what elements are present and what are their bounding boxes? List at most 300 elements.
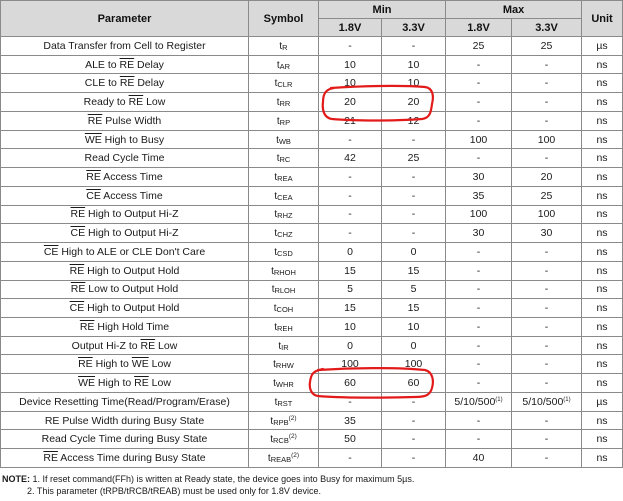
signal-name-overlined: $\overline{RE}$ [70, 208, 86, 221]
max-3v3-cell [512, 355, 582, 374]
cell-value: 50 [344, 433, 356, 446]
min-1v8-cell [319, 430, 382, 449]
signal-name-overlined: $\overline{WE}$ [131, 358, 149, 371]
unit-cell: ns [582, 336, 623, 355]
cell-value: - [476, 96, 481, 109]
cell-value: - [544, 302, 549, 315]
signal-name-overlined: $\overline{RE}$ [119, 77, 135, 90]
symbol-footnote: (2) [288, 433, 297, 441]
max-3v3-cell [512, 149, 582, 168]
unit-cell: ns [582, 374, 623, 393]
min-3v3-cell [382, 261, 446, 280]
max-1v8-cell [446, 149, 512, 168]
parameter-cell [1, 374, 249, 393]
cell-value: 10 [344, 77, 356, 90]
cell-value: - [476, 152, 481, 165]
min-3v3-cell [382, 374, 446, 393]
symbol-subscript: REAB [270, 455, 292, 465]
symbol-prefix: t [276, 115, 280, 127]
max-1v8-cell [446, 224, 512, 243]
signal-name-overlined: $\overline{WE}$ [84, 133, 102, 146]
cell-footnote: (1) [495, 396, 503, 403]
max-1v8-cell [446, 336, 512, 355]
table-row [1, 374, 623, 393]
cell-value: 5 [410, 283, 417, 296]
table-header [1, 1, 623, 37]
cell-value: 0 [347, 339, 353, 352]
symbol-prefix: t [274, 190, 278, 202]
parameter-text: Pulse Width [102, 114, 162, 127]
min-3v3-cell [382, 130, 446, 149]
min-1v8-cell [319, 205, 382, 224]
signal-name-overlined: $\overline{RE}$ [87, 114, 103, 127]
parameter-text: ALE to [85, 58, 120, 71]
cell-value: 40 [472, 452, 485, 465]
min-3v3-cell [382, 111, 446, 130]
table-row [1, 186, 623, 205]
min-3v3-cell [382, 205, 446, 224]
symbol-cell [249, 299, 319, 318]
max-1v8-cell [446, 130, 512, 149]
parameter-text: Access Time [100, 189, 163, 202]
max-1v8-cell [446, 392, 512, 411]
max-3v3-cell [512, 186, 582, 205]
min-1v8-cell [319, 55, 382, 74]
cell-value: 100 [341, 358, 359, 371]
cell-value: - [544, 433, 549, 446]
min-1v8-cell [319, 280, 382, 299]
symbol-subscript: IR [281, 342, 289, 352]
cell-value: 100 [537, 133, 556, 146]
max-3v3-cell [512, 411, 582, 430]
symbol-subscript: CSD [276, 248, 293, 258]
min-3v3-cell [382, 411, 446, 430]
note-line-2 [2, 485, 620, 497]
max-1v8-cell [446, 318, 512, 337]
min-1v8-cell [319, 186, 382, 205]
max-1v8-cell [446, 74, 512, 93]
parameter-cell [1, 74, 249, 93]
min-3v3-cell [382, 93, 446, 112]
parameter-cell [1, 168, 249, 187]
cell-value: - [348, 395, 352, 408]
parameter-cell [1, 205, 249, 224]
symbol-cell [249, 186, 319, 205]
max-3v3-cell [512, 74, 582, 93]
min-1v8-cell [319, 392, 382, 411]
cell-value: 5 [347, 283, 353, 296]
max-1v8-cell [446, 449, 512, 468]
symbol-subscript: CLR [277, 80, 293, 90]
max-1v8-cell [446, 168, 512, 187]
min-1v8-cell [319, 318, 382, 337]
cell-value: 15 [344, 302, 356, 315]
cell-value: - [476, 77, 481, 90]
signal-name-overlined: $\overline{RE}$ [69, 264, 85, 277]
header-symbol: Symbol [249, 1, 319, 37]
cell-value: - [476, 114, 481, 127]
min-3v3-cell [382, 224, 446, 243]
cell-value: - [544, 283, 549, 296]
cell-value: 100 [537, 208, 556, 221]
parameter-text: CLE to [84, 77, 120, 90]
cell-value: - [348, 171, 352, 183]
cell-value: - [544, 358, 549, 371]
max-1v8-cell [446, 430, 512, 449]
cell-value: 5/10/500 [522, 395, 564, 408]
min-3v3-cell [382, 186, 446, 205]
cell-value: - [544, 377, 549, 390]
parameter-cell [1, 261, 249, 280]
symbol-subscript: RHZ [277, 211, 293, 221]
signal-name-overlined: $\overline{RE}$ [140, 339, 156, 352]
min-1v8-cell [319, 168, 382, 187]
cell-value: 100 [404, 358, 423, 371]
unit-cell: ns [582, 224, 623, 243]
cell-value: 10 [407, 58, 420, 71]
unit-cell: ns [582, 55, 623, 74]
min-3v3-cell [382, 392, 446, 411]
signal-name-overlined: $\overline{WE}$ [78, 377, 96, 390]
cell-value: - [348, 227, 352, 240]
cell-value: - [544, 452, 549, 465]
unit-cell: ns [582, 130, 623, 149]
symbol-prefix: t [276, 59, 280, 71]
signal-name-overlined: $\overline{RE}$ [119, 58, 135, 71]
min-3v3-cell [382, 149, 446, 168]
max-1v8-cell [446, 355, 512, 374]
symbol-prefix: t [279, 40, 283, 52]
max-1v8-cell [446, 55, 512, 74]
parameter-text: Delay [134, 58, 164, 71]
cell-value: - [476, 245, 481, 258]
parameter-text: Access Time during Busy State [57, 452, 206, 465]
cell-value: - [544, 414, 549, 427]
cell-value: - [544, 264, 549, 277]
symbol-cell [249, 261, 319, 280]
max-1v8-cell [446, 37, 512, 56]
note-line-1 [2, 473, 620, 485]
symbol-cell [249, 130, 319, 149]
min-3v3-cell [382, 299, 446, 318]
cell-value: 20 [407, 96, 420, 109]
max-3v3-cell [512, 318, 582, 337]
table-row [1, 299, 623, 318]
max-1v8-cell [446, 411, 512, 430]
symbol-subscript: AR [279, 61, 291, 71]
symbol-cell [249, 280, 319, 299]
cell-value: 60 [344, 377, 356, 390]
symbol-prefix: t [274, 396, 278, 408]
min-1v8-cell [319, 243, 382, 262]
cell-value: - [348, 452, 352, 465]
symbol-prefix: t [274, 228, 278, 240]
table-row [1, 205, 623, 224]
min-3v3-cell [382, 355, 446, 374]
cell-value: 100 [469, 208, 488, 221]
symbol-subscript: WB [278, 136, 291, 146]
unit-cell: ns [582, 186, 623, 205]
cell-value: - [411, 133, 416, 146]
symbol-subscript: RHOH [273, 267, 296, 277]
symbol-subscript: RHW [275, 361, 294, 371]
symbol-footnote: (2) [291, 452, 300, 460]
symbol-prefix: t [270, 434, 273, 446]
min-3v3-cell [382, 168, 446, 187]
max-3v3-cell [512, 374, 582, 393]
unit-cell: ns [582, 430, 623, 449]
parameter-text: High to Output Hold [84, 302, 180, 315]
symbol-subscript: RLOH [274, 286, 296, 296]
cell-value: - [411, 208, 416, 221]
min-1v8-cell [319, 74, 382, 93]
symbol-cell [249, 205, 319, 224]
max-3v3-cell [512, 111, 582, 130]
unit-cell: ns [582, 74, 623, 93]
parameter-text: Data Transfer from Cell to Register [43, 39, 206, 52]
symbol-cell [249, 55, 319, 74]
cell-value: 15 [344, 264, 356, 277]
parameter-text: Output Hi-Z to [71, 339, 141, 352]
symbol-cell [249, 392, 319, 411]
max-3v3-cell [512, 243, 582, 262]
symbol-subscript: WHR [275, 380, 294, 390]
symbol-prefix: t [267, 453, 271, 465]
signal-name-overlined: $\overline{RE}$ [134, 377, 149, 390]
unit-cell: ns [582, 299, 623, 318]
cell-value: 0 [410, 339, 417, 352]
symbol-subscript: CEA [277, 192, 293, 202]
note-label: NOTE: [2, 474, 30, 484]
cell-value: - [411, 39, 416, 52]
parameter-cell [1, 186, 249, 205]
min-1v8-cell [319, 37, 382, 56]
header-min-1v8: 1.8V [319, 19, 382, 37]
cell-value: 35 [344, 414, 356, 427]
table-row [1, 37, 623, 56]
min-1v8-cell [319, 93, 382, 112]
table-row [1, 411, 623, 430]
header-max: Max [446, 1, 582, 19]
min-1v8-cell [319, 130, 382, 149]
max-3v3-cell [512, 37, 582, 56]
cell-value: 21 [344, 114, 356, 127]
table-row [1, 336, 623, 355]
table-row [1, 392, 623, 411]
cell-value: - [544, 245, 549, 258]
table-row [1, 93, 623, 112]
max-3v3-cell [512, 280, 582, 299]
cell-value: 30 [472, 171, 485, 183]
parameter-cell [1, 411, 249, 430]
parameter-cell [1, 37, 249, 56]
signal-name-overlined: $\overline{RE}$ [78, 358, 93, 371]
min-3v3-cell [382, 318, 446, 337]
parameter-text: High to Output Hold [84, 264, 180, 277]
signal-name-overlined: $\overline{RE}$ [70, 283, 86, 296]
min-3v3-cell [382, 280, 446, 299]
symbol-prefix: t [271, 265, 274, 277]
table-body [1, 37, 623, 468]
parameter-text: High to [92, 358, 132, 371]
cell-value: - [544, 152, 549, 165]
table-row [1, 130, 623, 149]
parameter-text: Low [155, 339, 178, 352]
unit-cell: ns [582, 411, 623, 430]
unit-cell: ns [582, 261, 623, 280]
parameter-text: High to Output Hi-Z [85, 227, 179, 240]
cell-value: - [411, 433, 416, 446]
max-1v8-cell [446, 374, 512, 393]
header-unit: Unit [582, 1, 623, 37]
symbol-cell [249, 149, 319, 168]
symbol-subscript: RC [279, 155, 291, 165]
cell-value: - [476, 58, 481, 71]
cell-value: - [411, 395, 416, 408]
parameter-cell [1, 149, 249, 168]
cell-value: - [544, 114, 549, 127]
cell-value: - [411, 227, 416, 240]
cell-value: 35 [472, 189, 485, 202]
signal-name-overlined: $\overline{RE}$ [128, 96, 144, 109]
cell-value: - [348, 208, 352, 221]
cell-value: 15 [407, 264, 420, 277]
cell-value: - [476, 414, 481, 427]
symbol-subscript: RST [277, 398, 293, 408]
note-text-1: 1. If reset command(FFh) is written at Ready state, the device goes into Busy for maximum 5µs. [30, 474, 415, 484]
parameter-text: Low [143, 96, 166, 109]
symbol-cell [249, 336, 319, 355]
max-1v8-cell [446, 299, 512, 318]
parameter-text: High Hold Time [94, 320, 170, 333]
min-1v8-cell [319, 261, 382, 280]
symbol-cell [249, 243, 319, 262]
signal-name-overlined: $\overline{RE}$ [86, 171, 101, 183]
max-3v3-cell [512, 336, 582, 355]
symbol-subscript: CHZ [277, 230, 293, 240]
table-row [1, 430, 623, 449]
parameter-text: Read Cycle Time during Busy State [41, 433, 208, 446]
cell-value: - [348, 133, 352, 146]
max-3v3-cell [512, 224, 582, 243]
cell-value: 60 [407, 377, 420, 390]
cell-value: - [544, 77, 549, 90]
table-row [1, 168, 623, 187]
max-1v8-cell [446, 186, 512, 205]
table-row [1, 280, 623, 299]
table-row [1, 224, 623, 243]
signal-name-overlined: $\overline{CE}$ [70, 227, 86, 240]
min-3v3-cell [382, 243, 446, 262]
symbol-subscript: R [282, 42, 288, 52]
cell-value: 10 [407, 320, 420, 333]
unit-cell: ns [582, 449, 623, 468]
unit-cell: ns [582, 280, 623, 299]
cell-value: 15 [407, 302, 420, 315]
cell-value: - [544, 339, 549, 352]
cell-value: - [544, 96, 549, 109]
min-1v8-cell [319, 224, 382, 243]
cell-value: - [411, 452, 416, 465]
max-3v3-cell [512, 130, 582, 149]
symbol-subscript: RR [279, 99, 291, 109]
cell-value: 42 [344, 152, 356, 165]
header-max-3v3: 3.3V [512, 19, 582, 37]
min-3v3-cell [382, 449, 446, 468]
min-3v3-cell [382, 74, 446, 93]
max-1v8-cell [446, 261, 512, 280]
cell-value: 20 [540, 171, 553, 183]
table-row [1, 74, 623, 93]
symbol-cell [249, 430, 319, 449]
max-3v3-cell [512, 168, 582, 187]
unit-cell: ns [582, 168, 623, 187]
min-1v8-cell [319, 355, 382, 374]
max-1v8-cell [446, 111, 512, 130]
symbol-cell [249, 374, 319, 393]
max-1v8-cell [446, 93, 512, 112]
cell-value: 0 [347, 245, 353, 258]
max-1v8-cell [446, 243, 512, 262]
cell-value: - [476, 320, 481, 333]
symbol-prefix: t [274, 78, 278, 90]
unit-cell: ns [582, 243, 623, 262]
signal-name-overlined: $\overline{RE}$ [79, 320, 95, 333]
symbol-subscript: RCB [272, 436, 289, 446]
cell-value: 30 [472, 227, 485, 240]
cell-value: 25 [472, 39, 485, 52]
parameter-text: Low to Output Hold [85, 283, 179, 296]
unit-cell: ns [582, 318, 623, 337]
symbol-prefix: t [278, 340, 282, 352]
parameter-cell [1, 430, 249, 449]
symbol-cell [249, 224, 319, 243]
cell-value: - [544, 320, 549, 333]
symbol-subscript: RPB [273, 417, 289, 427]
symbol-prefix: t [270, 415, 274, 427]
symbol-prefix: t [274, 246, 277, 258]
symbol-cell [249, 318, 319, 337]
header-parameter: Parameter [1, 1, 249, 37]
cell-value: - [411, 189, 416, 202]
signal-name-overlined: $\overline{RE}$ [43, 452, 58, 465]
parameter-cell [1, 243, 249, 262]
cell-value: 30 [540, 227, 553, 240]
parameter-cell [1, 55, 249, 74]
cell-value: 5/10/500 [454, 395, 496, 408]
unit-cell: ns [582, 149, 623, 168]
max-3v3-cell [512, 93, 582, 112]
cell-value: - [476, 264, 481, 277]
parameter-cell [1, 93, 249, 112]
min-1v8-cell [319, 111, 382, 130]
table-row [1, 243, 623, 262]
max-3v3-cell [512, 392, 582, 411]
symbol-subscript: REH [276, 323, 293, 333]
max-3v3-cell [512, 205, 582, 224]
parameter-cell [1, 336, 249, 355]
symbol-prefix: t [273, 359, 276, 371]
signal-name-overlined: $\overline{CE}$ [69, 302, 85, 315]
cell-value: 25 [540, 39, 553, 52]
min-1v8-cell [319, 449, 382, 468]
symbol-prefix: t [274, 321, 277, 333]
parameter-text: High to Output Hi-Z [85, 208, 179, 221]
symbol-prefix: t [274, 172, 278, 183]
cell-value: - [411, 171, 416, 183]
symbol-prefix: t [276, 97, 280, 109]
note-text-2: 2. This parameter (tRPB/tRCB/tREAB) must be used only for 1.8V device. [27, 486, 321, 496]
